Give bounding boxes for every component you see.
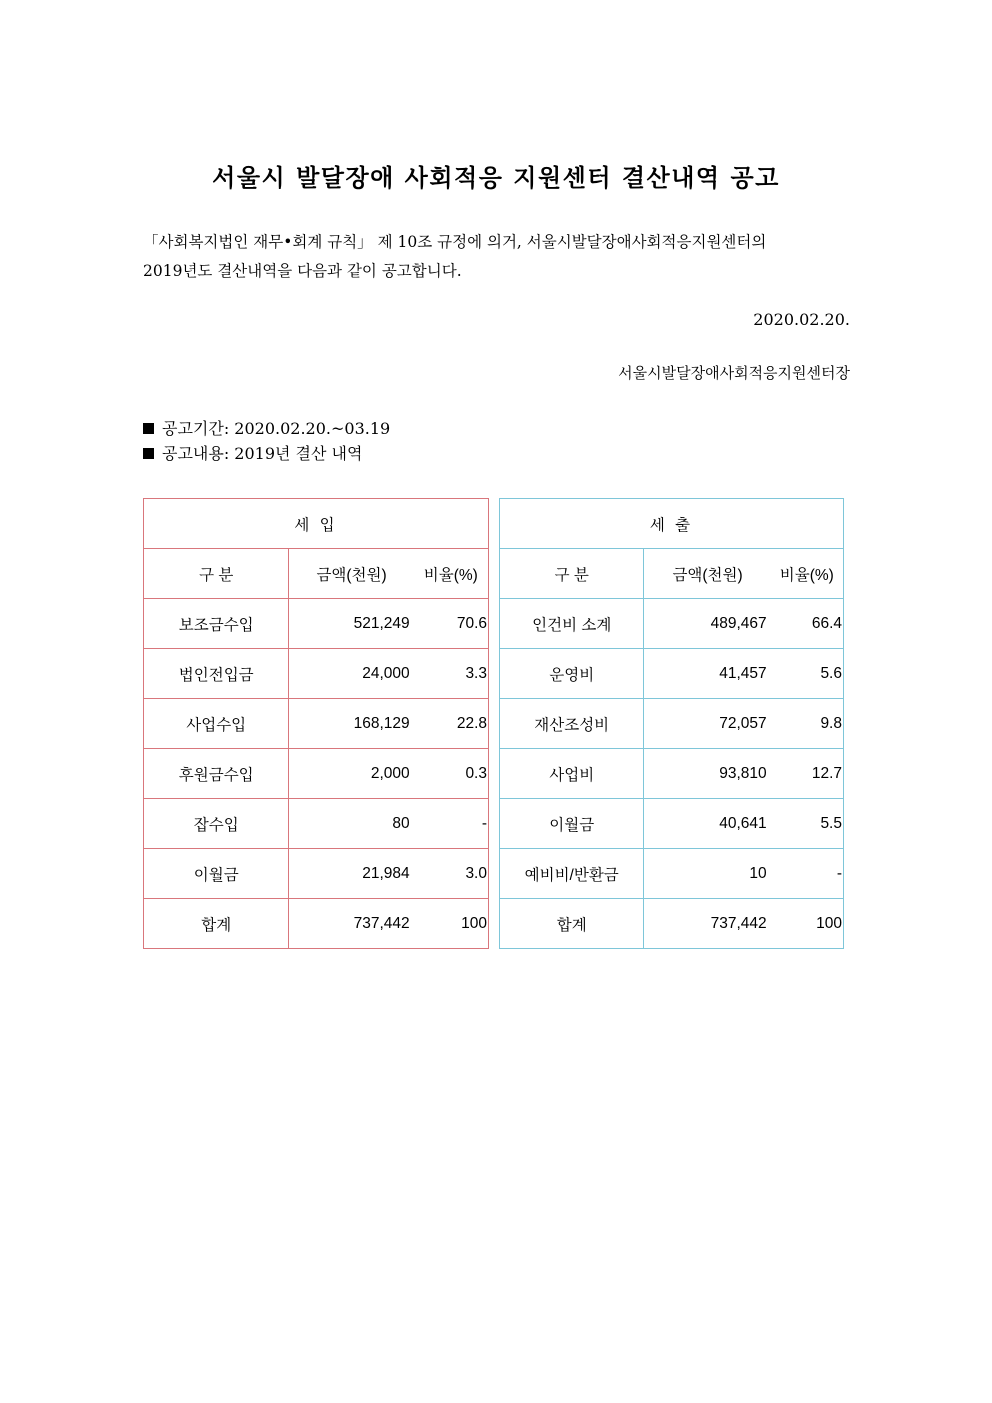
expense-category: 사업비 xyxy=(500,749,644,799)
income-total-amount: 737,442 xyxy=(289,899,414,949)
income-total-ratio: 100 xyxy=(414,899,489,949)
income-amount: 521,249 xyxy=(289,599,414,649)
expense-category: 재산조성비 xyxy=(500,699,644,749)
table-total-row xyxy=(144,899,489,949)
expense-total-ratio: 100 xyxy=(771,899,844,949)
expense-header-row xyxy=(500,549,844,599)
table-total-row xyxy=(500,899,844,949)
table-row xyxy=(144,599,489,649)
expense-total-amount: 737,442 xyxy=(644,899,771,949)
table-row xyxy=(144,799,489,849)
expense-category: 이월금 xyxy=(500,799,644,849)
expense-category: 예비비/반환금 xyxy=(500,849,644,899)
expense-amount: 41,457 xyxy=(644,649,771,699)
expense-section-title: 세 출 xyxy=(500,499,844,549)
table-row xyxy=(500,649,844,699)
table-row xyxy=(500,599,844,649)
expense-ratio: 12.7 xyxy=(771,749,844,799)
income-header-ratio: 비율(%) xyxy=(414,549,489,599)
income-ratio: 3.0 xyxy=(414,849,489,899)
income-header-amount: 금액(천원) xyxy=(289,549,414,599)
expense-ratio: 9.8 xyxy=(771,699,844,749)
income-category: 사업수입 xyxy=(144,699,289,749)
expense-ratio: - xyxy=(771,849,844,899)
income-ratio: 22.8 xyxy=(414,699,489,749)
expense-category: 인건비 소계 xyxy=(500,599,644,649)
expense-section-row xyxy=(500,499,844,549)
notice-period xyxy=(143,416,390,441)
intro-line-1: 「사회복지법인 재무•회계 규칙」 제 10조 규정에 의거, 서울시발달장애사회적응지원센터의 xyxy=(143,233,767,251)
expense-header-ratio: 비율(%) xyxy=(771,549,844,599)
expense-amount: 489,467 xyxy=(644,599,771,649)
table-row xyxy=(500,749,844,799)
table-row xyxy=(144,649,489,699)
table-row xyxy=(144,749,489,799)
expense-header-category: 구 분 xyxy=(500,549,644,599)
intro-line-2: 2019년도 결산내역을 다음과 같이 공고합니다. xyxy=(143,262,462,280)
page-title: 서울시 발달장애 사회적응 지원센터 결산내역 공고 xyxy=(212,163,780,192)
income-ratio: 0.3 xyxy=(414,749,489,799)
income-amount: 168,129 xyxy=(289,699,414,749)
income-section-row xyxy=(144,499,489,549)
income-category: 후원금수입 xyxy=(144,749,289,799)
expense-category: 운영비 xyxy=(500,649,644,699)
table-row xyxy=(500,699,844,749)
notice-period-text: 공고기간: 2020.02.20.~03.19 xyxy=(162,419,391,438)
income-amount: 24,000 xyxy=(289,649,414,699)
expense-header-amount: 금액(천원) xyxy=(644,549,771,599)
table-row xyxy=(144,849,489,899)
income-category: 법인전입금 xyxy=(144,649,289,699)
notice-details xyxy=(143,416,390,466)
expense-amount: 10 xyxy=(644,849,771,899)
income-amount: 2,000 xyxy=(289,749,414,799)
expense-amount: 72,057 xyxy=(644,699,771,749)
income-ratio: - xyxy=(414,799,489,849)
income-section-title: 세 입 xyxy=(144,499,489,549)
announcement-date: 2020.02.20. xyxy=(753,310,850,329)
income-amount: 21,984 xyxy=(289,849,414,899)
table-row xyxy=(144,699,489,749)
square-bullet-icon xyxy=(143,423,154,434)
income-table xyxy=(143,498,489,949)
income-amount: 80 xyxy=(289,799,414,849)
notice-content-text: 공고내용: 2019년 결산 내역 xyxy=(162,444,363,463)
expense-total-label: 합계 xyxy=(500,899,644,949)
income-header-category: 구 분 xyxy=(144,549,289,599)
income-category: 이월금 xyxy=(144,849,289,899)
intro-paragraph xyxy=(143,228,855,286)
income-header-row xyxy=(144,549,489,599)
expense-table xyxy=(499,498,844,949)
income-category: 잡수입 xyxy=(144,799,289,849)
expense-amount: 93,810 xyxy=(644,749,771,799)
signer: 서울시발달장애사회적응지원센터장 xyxy=(618,364,850,382)
notice-content xyxy=(143,441,390,466)
expense-ratio: 5.5 xyxy=(771,799,844,849)
income-category: 보조금수입 xyxy=(144,599,289,649)
income-ratio: 70.6 xyxy=(414,599,489,649)
income-ratio: 3.3 xyxy=(414,649,489,699)
table-row xyxy=(500,849,844,899)
income-total-label: 합계 xyxy=(144,899,289,949)
expense-ratio: 5.6 xyxy=(771,649,844,699)
expense-amount: 40,641 xyxy=(644,799,771,849)
square-bullet-icon xyxy=(143,448,154,459)
expense-ratio: 66.4 xyxy=(771,599,844,649)
table-row xyxy=(500,799,844,849)
